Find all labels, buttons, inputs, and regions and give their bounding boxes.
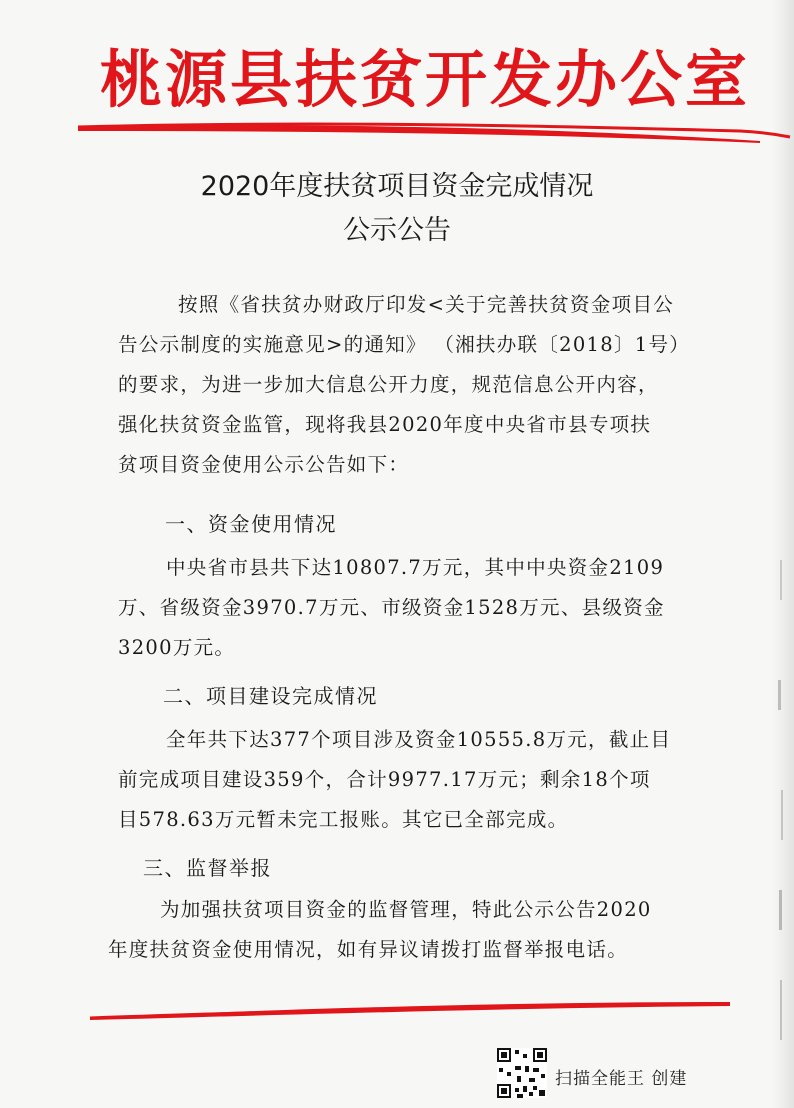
letterhead-red-rule <box>0 117 794 165</box>
section-body-supervision <box>108 890 703 970</box>
body-line: 年度扶贫资金使用情况，如有异议请拨打监督举报电话。 <box>108 938 629 961</box>
footer-red-rule <box>0 990 794 1030</box>
section-heading-funds: 一、资金使用情况 <box>165 512 337 536</box>
section-body-projects <box>118 720 703 840</box>
section-heading-supervision: 三、监督举报 <box>143 856 272 880</box>
section-heading-projects: 二、项目建设完成情况 <box>163 684 378 708</box>
intro-line: 告公示制度的实施意见>的通知》 （湘扶办联〔2018〕1号） <box>118 333 691 356</box>
title-line-2: 公示公告 <box>343 215 451 246</box>
body-line: 中央省市县共下达10807.7万元，其中中央资金2109 <box>166 556 665 579</box>
title-line-1: 2020年度扶贫项目资金完成情况 <box>200 171 594 202</box>
intro-line: 按照《省扶贫办财政厅印发<关于完善扶贫资金项目公 <box>178 293 675 316</box>
intro-line: 强化扶贫资金监管，现将我县2020年度中央省市县专项扶 <box>118 413 652 436</box>
scanner-watermark-text: 扫描全能王 创建 <box>555 1069 688 1089</box>
body-line: 全年共下达377个项目涉及资金10555.8万元，截止目 <box>166 728 672 751</box>
body-line: 3200万元。 <box>118 636 236 659</box>
intro-paragraph <box>118 285 703 485</box>
page-edge-marks <box>774 560 788 1060</box>
letterhead-org-name: 桃源县扶贫开发办公室 <box>100 43 751 116</box>
section-body-funds <box>118 548 703 668</box>
intro-line: 贫项目资金使用公示公告如下： <box>118 453 410 476</box>
body-line: 为加强扶贫项目资金的监督管理，特此公示公告2020 <box>160 898 652 921</box>
body-line: 万、省级资金3970.7万元、市级资金1528万元、县级资金 <box>118 596 665 619</box>
document-title <box>0 165 794 253</box>
body-line: 前完成项目建设359个，合计9977.17万元；剩余18个项 <box>118 768 651 791</box>
body-line: 目578.63万元暂未完工报账。其它已全部完成。 <box>118 808 569 831</box>
qr-code-icon <box>497 1048 547 1098</box>
intro-line: 的要求，为进一步加大信息公开力度，规范信息公开内容， <box>118 373 659 396</box>
